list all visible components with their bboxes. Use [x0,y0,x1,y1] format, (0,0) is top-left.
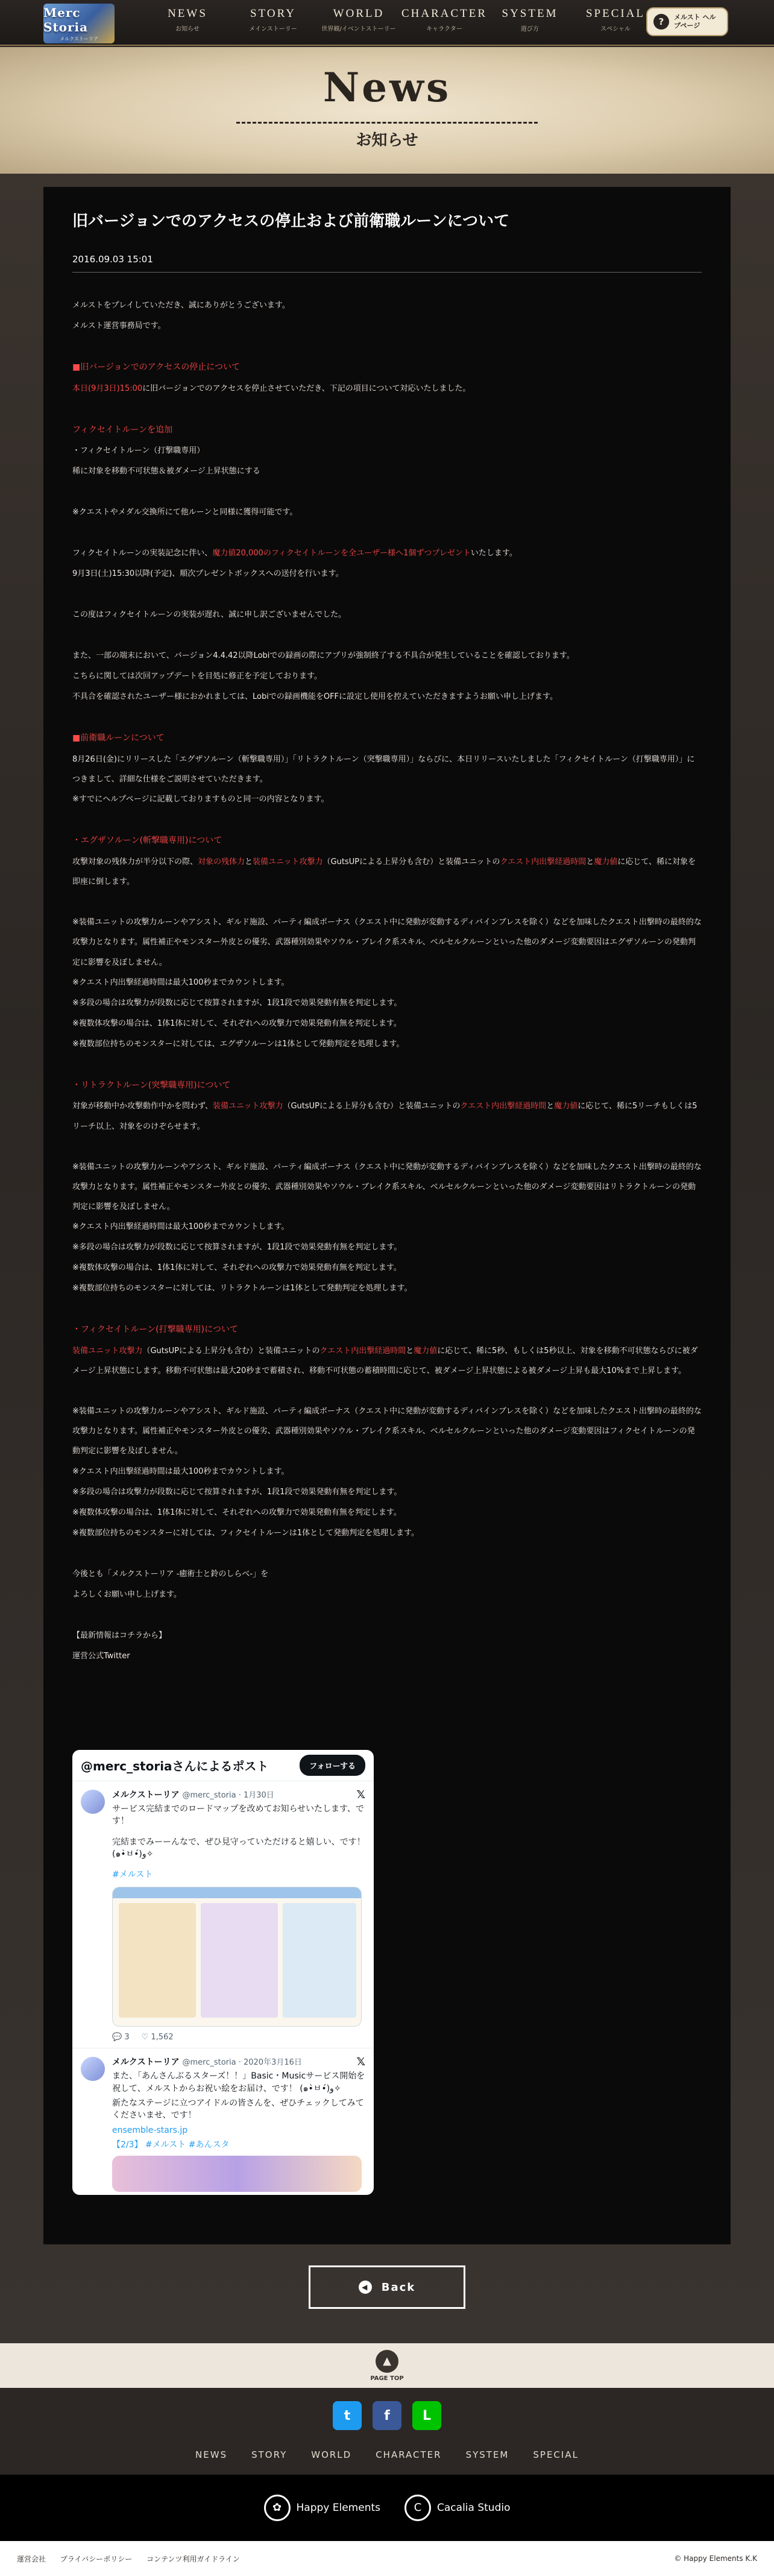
section-heading: ■旧バージョンでのアクセスの停止について [72,362,240,372]
back-label: Back [381,2281,416,2294]
arrow-up-icon: ▲ [376,2350,398,2373]
paragraph: 不具合を確認されたユーザー様におかれましては、Lobiでの録画機能をOFFに設定し使用を控えていただきますようお願い申し上げます。 [72,692,558,702]
highlight: クエスト内出撃経過時間 [460,1102,547,1111]
paragraph: ※装備ユニットの攻撃力ルーンやアシスト、ギルド施設、パーティ編成ボーナス（クエスト中に発動が変動するディバインブレスを除く）などを加味したクエスト出撃時の最終的な攻撃力となります。属性補正やモンスター外皮との優劣、武器種別効果やソウル・ブレイク系スキル、ベルセルクルーンといった他のダメージ変動要因はリトラクトルーンの発動判定に影響を及ぼしません。 [72,1162,702,1211]
text: 対象が移動中か攻撃動作中かを問わず、 [72,1102,213,1111]
highlight: 魔力値 [594,857,618,867]
x-logo-icon[interactable]: 𝕏 [356,1788,365,1801]
tweet-text: 完結までみーーんなで、ぜひ見守っていただけると嬉しい、です！ (๑•̀ㅂ•́)و✧ [112,1837,365,1859]
paragraph [72,1096,702,1136]
tweet[interactable] [72,2048,374,2195]
tweet-image[interactable] [112,2156,362,2192]
paragraph: ※複数部位持ちのモンスターに対しては、リトラクトルーンは1体として発動判定を処理します。 [72,1284,412,1293]
section-heading: ・フィクセイトルーン(打撃職専用)について [72,1325,238,1335]
text: に応じて、稀に対象を即座に倒します。 [72,857,696,887]
paragraph: ※多段の場合は攻撃力が段数に応じて按算されますが、1段1段で効果発動有無を判定します。 [72,1243,402,1252]
facebook-icon[interactable]: f [373,2401,401,2430]
main-nav [145,7,658,33]
highlight: クエスト内出撃経過時間 [500,857,587,867]
paragraph: ※複数体攻撃の場合は、1体1体に対して、それぞれへの攻撃力で効果発動有無を判定します。 [72,1018,401,1028]
paragraph: ・フィクセイトルーン（打撃職専用） [72,446,205,456]
text: に応じて、稀に5リーチもしくは5リーチ以上、対象をのけぞらせます。 [72,1102,697,1131]
nav-character[interactable] [401,7,487,33]
footer-nav-world[interactable]: WORLD [311,2449,352,2460]
paragraph [72,852,702,892]
nav-world[interactable] [316,7,401,33]
paragraph: ※複数部位持ちのモンスターに対しては、エグザソルーンは1体として発動判定を処理します。 [72,1039,404,1049]
nav-system[interactable] [487,7,573,33]
section-heading: ・リトラクトルーン(突撃職専用)について [72,1080,231,1090]
site-footer [0,2388,774,2576]
paragraph: ※装備ユニットの攻撃力ルーンやアシスト、ギルド施設、パーティ編成ボーナス（クエスト中に発動が変動するディバインブレスを除く）などを加味したクエスト出撃時の最終的な攻撃力となります。属性補正やモンスター外皮との優劣、武器種別効果やソウル・ブレイク系スキル、ベルセルクルーンといった他のダメージ変動要因はエグザソルーンの発動判定に影響を及ぼしません。 [72,918,702,967]
text: （GutsUPによる上昇分も含む）と装備ユニットの [322,857,500,867]
nav-sublabel: スペシャル [600,26,631,33]
flower-icon: ✿ [264,2495,291,2521]
nav-sublabel: 遊び方 [521,26,539,33]
footer-nav-system[interactable]: SYSTEM [465,2449,509,2460]
page-top-label: PAGE TOP [370,2375,404,2382]
tweet-author [112,2056,365,2068]
help-page-button[interactable] [646,7,728,36]
paragraph [72,543,702,564]
twitter-icon[interactable]: t [333,2401,362,2430]
page-title: News [322,64,452,111]
chevron-left-icon: ◀ [359,2281,372,2294]
author-name: メルクストーリア [112,2057,180,2068]
section-heading: ■前衛職ルーンについて [72,733,165,743]
article-date: 2016.09.03 15:01 [72,254,153,265]
paragraph: メルストをプレイしていただき、誠にありがとうございます。 [72,301,290,310]
guideline-link[interactable]: コンテンツ利用ガイドライン [146,2554,240,2563]
logo-title: Merc Storia [43,5,89,34]
paragraph: ※多段の場合は攻撃力が段数に応じて按算されますが、1段1段で効果発動有無を判定します。 [72,1487,402,1497]
text: 攻撃対象の残体力が半分以下の際、 [72,857,198,867]
nav-label: NEWS [168,7,207,20]
tweet-link[interactable]: ensemble-stars.jp [112,2125,188,2135]
highlight: 魔力値20,000のフィクセイトルーンを全ユーザー様へ1個ずつプレゼント [212,549,471,558]
paragraph: 運営公式Twitter [72,1651,130,1661]
tweet-author [112,1788,365,1801]
site-logo[interactable] [43,4,115,43]
footer-nav-special[interactable]: SPECIAL [533,2449,579,2460]
text: と [245,857,253,867]
paragraph: また、一部の端末において、バージョン4.4.42以降Lobiでの録画の際にアプリが強制終了する不具合が発生していることを確認しております。 [72,651,574,661]
privacy-link[interactable]: プライバシーポリシー [60,2554,133,2563]
nav-label: SYSTEM [502,7,558,20]
page-banner [0,47,774,174]
text: に旧バージョンでのアクセスを停止させていただき、下記の項目について対応いたしました。 [142,384,471,393]
social-links [0,2401,774,2430]
paragraph: ※複数部位持ちのモンスターに対しては、フィクセイトルーンは1体として発動判定を処理します。 [72,1528,420,1538]
tweet-image[interactable] [112,1887,362,2027]
text: に応じて、稀に5秒、もしくは5秒以上、対象を移動不可状態ならびに被ダメージ上昇状態にします。移動不可状態は最大20秒まで蓄積され、移動不可状態の蓄積時間に応じて、被ダメージ上昇状態による被ダメージ上昇も最大10%まで上昇します。 [72,1346,698,1375]
article-title: 旧バージョンでのアクセスの停止および前衛職ルーンについて [72,212,510,230]
text: と [546,1102,555,1111]
highlight: 魔力値 [554,1102,578,1111]
news-article [43,187,731,2244]
like-button[interactable]: ♡ 1,562 [141,2033,174,2042]
tweet-text: 新たなステージに立つアイドルの皆さんを、ぜひチェックしてみてくださいませ、です！ [112,2098,364,2121]
hashtag-link[interactable]: #メルスト [112,1870,153,1880]
avatar[interactable] [81,1790,105,1814]
highlight: クエスト内出撃経過時間 [319,1346,406,1356]
section-heading: ・エグザソルーン(斬撃職専用)について [72,836,222,846]
nav-sublabel: 世界観/イベントストーリー [321,26,396,33]
paragraph: ※すでにヘルプページに記載しておりますものと同一の内容となります。 [72,795,329,804]
like-count: 1,562 [151,2033,174,2042]
paragraph: 【最新情報はコチラから】 [72,1631,167,1640]
footer-nav [0,2449,774,2460]
paragraph: 稀に対象を移動不可状態＆被ダメージ上昇状態にする [72,467,260,476]
highlight: 本日(9月3日)15:00 [72,384,143,393]
text: フィクセイトルーンの実装記念に伴い、 [72,549,213,558]
company-link[interactable]: 運営会社 [17,2554,46,2563]
footer-nav-character[interactable]: CHARACTER [376,2449,442,2460]
tweet-actions [112,2033,365,2042]
page-subtitle: お知らせ [356,131,418,150]
highlight: 装備ユニット攻撃力 [212,1102,283,1111]
paragraph [72,1341,702,1381]
footer-links [17,2554,252,2564]
paragraph: こちらに関しては次回アップデートを目処に修正を予定しております。 [72,672,322,681]
text: いたします。 [470,549,517,558]
tweet-text: また、「あんさんぶるスターズ！！」Basic・Musicサービス開始を祝して、メルストからお祝い絵をお届け、です！ (๑•̀ㅂ•́)و✧ [112,2071,365,2094]
highlight: 装備ユニット攻撃力 [253,857,323,867]
highlight: 対象の残体力 [198,857,245,867]
highlight: 装備ユニット攻撃力 [72,1346,143,1356]
help-label: メルスト ヘルプページ [674,13,716,30]
paragraph: ※複数体攻撃の場合は、1体1体に対して、それぞれへの攻撃力で効果発動有無を判定します。 [72,1263,401,1273]
paragraph: ※クエスト内出撃経過時間は最大100秒までカウントします。 [72,1222,289,1232]
nav-label: CHARACTER [401,7,488,20]
footer-nav-story[interactable]: STORY [251,2449,288,2460]
nav-special[interactable] [573,7,658,33]
logo-text: Happy Elements [296,2501,381,2514]
paragraph: ※クエストやメダル交換所にて他ルーンと同様に獲得可能です。 [72,508,298,517]
paragraph: ※多段の場合は攻撃力が段数に応じて按算されますが、1段1段で効果発動有無を判定します。 [72,998,402,1008]
paragraph: ※クエスト内出撃経過時間は最大100秒までカウントします。 [72,1466,289,1476]
paragraph: ※クエスト内出撃経過時間は最大100秒までカウントします。 [72,977,289,987]
paragraph: 今後とも「メルクストーリア -癒術士と鈴のしらべ-」を [72,1569,269,1579]
title-divider [236,122,538,124]
footer-bottom [0,2541,774,2576]
paragraph: よろしくお願い申し上げます。 [72,1589,181,1599]
paragraph [72,379,702,399]
reply-count: 3 [124,2033,130,2042]
highlight: 魔力値 [414,1346,438,1356]
paragraph: ※複数体攻撃の場合は、1体1体に対して、それぞれへの攻撃力で効果発動有無を判定します。 [72,1507,401,1517]
section-heading: フィクセイトルーンを追加 [72,425,173,435]
nav-label: STORY [250,7,296,20]
tweet-meta: @merc_storia · 2020年3月16日 [182,2058,302,2068]
back-button[interactable] [309,2265,465,2309]
article-body [72,295,702,1667]
line-icon[interactable]: L [412,2401,441,2430]
paragraph: ※装備ユニットの攻撃力ルーンやアシスト、ギルド施設、パーティ編成ボーナス（クエスト中に発動が変動するディバインブレスを除く）などを加味したクエスト出撃時の最終的な攻撃力となります。属性補正やモンスター外皮との優劣、武器種別効果やソウル・ブレイク系スキル、ベルセルクルーンといった他のダメージ変動要因はフィクセイトルーンの発動判定に影響を及ぼしません。 [72,1407,702,1456]
twitter-embed[interactable] [72,1750,374,2195]
text: （GutsUPによる上昇分も含む）と装備ユニットの [283,1102,461,1111]
text: と [586,857,594,867]
logo-text: Cacalia Studio [437,2501,511,2514]
nav-sublabel: お知らせ [175,26,200,33]
nav-sublabel: メインストーリー [249,26,297,33]
site-header [0,0,774,46]
logo-sub: メルクストーリア [60,36,98,42]
footer-nav-news[interactable]: NEWS [195,2449,228,2460]
company-logos [0,2475,774,2541]
hashtag-link[interactable]: 【2/3】 #メルスト #あんスタ [112,2139,230,2150]
tweet-meta: @merc_storia · 1月30日 [182,1791,274,1800]
page-top-button[interactable] [0,2343,774,2388]
paragraph: 9月3日(土)15:30以降(予定)、順次プレゼントボックスへの送付を行います。 [72,569,344,579]
tweet[interactable] [72,1781,374,2048]
twitter-embed-header [72,1750,374,1781]
c-mark-icon: C [404,2495,431,2521]
avatar[interactable] [81,2057,105,2081]
text: （GutsUPによる上昇分も含む）と装備ユニットの [142,1346,320,1356]
text: と [406,1346,414,1356]
author-name: メルクストーリア [112,1790,180,1800]
copyright: © Happy Elements K.K [674,2554,757,2563]
article-divider [72,272,702,273]
nav-sublabel: キャラクター [426,26,462,33]
tweet-text: サービス完結までのロードマップを改めてお知らせいたします、です！ [112,1804,364,1826]
nav-label: SPECIAL [585,7,646,20]
nav-label: WORLD [333,7,385,20]
twitter-embed-title: @merc_storiaさんによるポスト [81,1759,269,1773]
cacalia-studio-logo[interactable] [404,2495,510,2521]
happy-elements-logo[interactable] [264,2495,381,2521]
paragraph: この度はフィクセイトルーンの実装が遅れ、誠に申し訳ございませんでした。 [72,610,347,620]
follow-button[interactable]: フォローする [300,1755,365,1776]
paragraph: メルスト運営事務局です。 [72,321,166,330]
question-icon: ? [653,14,669,30]
x-logo-icon[interactable]: 𝕏 [356,2056,365,2069]
reply-button[interactable]: 💬 3 [112,2033,130,2042]
nav-story[interactable] [230,7,316,33]
paragraph: 8月26日(金)にリリースした「エグザソルーン（斬撃職専用）」「リトラクトルーン（突撃職専用）」ならびに、本日リリースいたしました「フィクセイトルーン（打撃職専用）」につきまして、詳細な仕様をご説明させていただきます。 [72,755,695,784]
nav-news[interactable] [145,7,230,33]
